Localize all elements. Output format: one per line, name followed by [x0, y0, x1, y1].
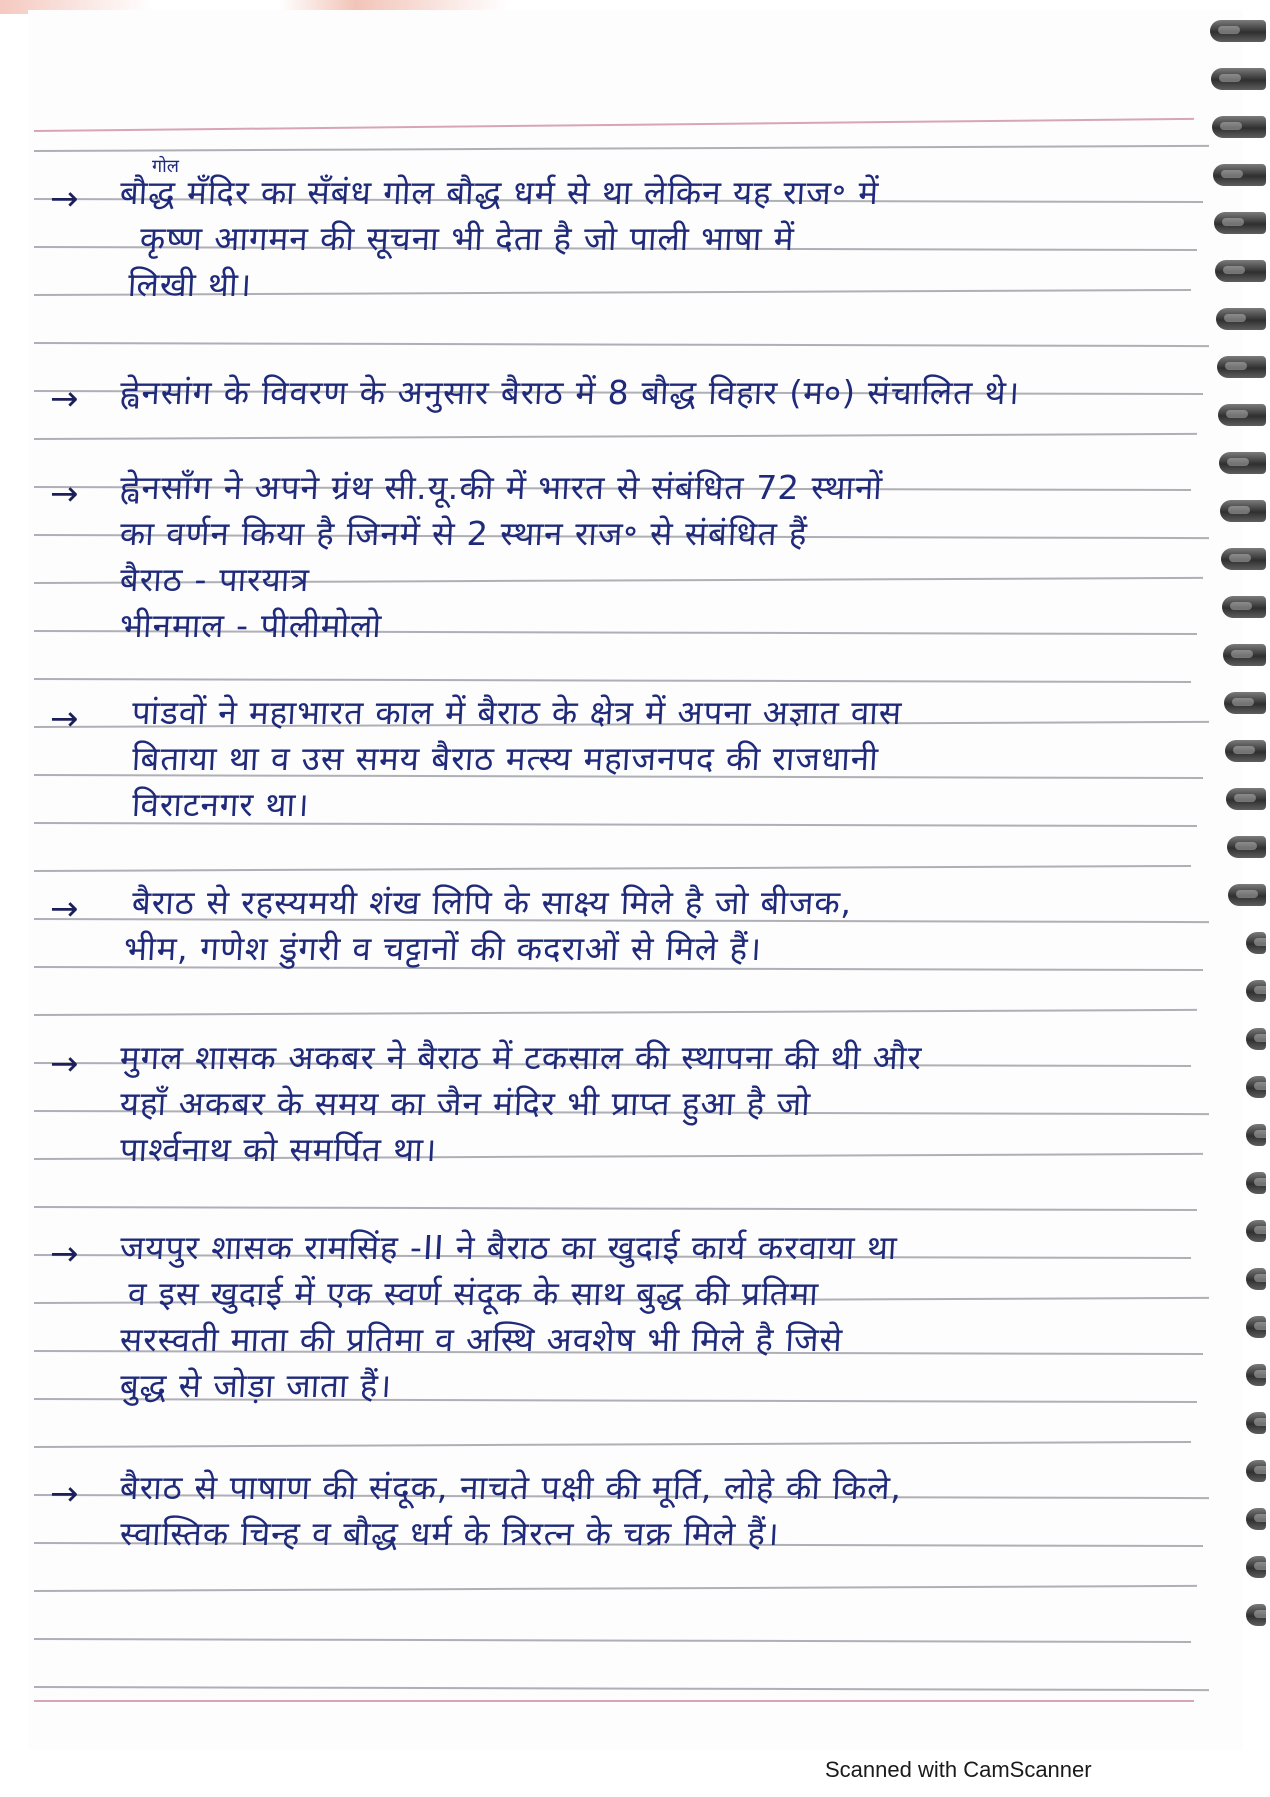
spiral-coil: [1217, 356, 1266, 378]
spiral-coil: [1246, 1364, 1266, 1386]
note-line: बुद्ध से जोड़ा जाता हैं।: [119, 1366, 394, 1405]
spiral-coil: [1218, 404, 1266, 426]
spiral-coil: [1246, 1076, 1266, 1098]
spiral-coil: [1246, 932, 1266, 954]
note-line: बौद्ध मँदिर का सँबंध गोल बौद्ध धर्म से था लेकिन यह राज॰ में: [119, 173, 881, 212]
note-line: व इस खुदाई में एक स्वर्ण संदूक के साथ बुद्ध की प्रतिमा: [127, 1274, 820, 1313]
spiral-coil: [1210, 20, 1266, 42]
arrow-icon: →: [50, 179, 79, 219]
note-lines: [119, 156, 1200, 308]
spiral-coil: [1223, 644, 1266, 666]
spiral-coil: [1219, 452, 1266, 474]
note-line: कृष्ण आगमन की सूचना भी देता है जो पाली भाषा में: [139, 219, 796, 258]
note-line: ह्वेनसांग के विवरण के अनुसार बैराठ में 8 बौद्ध विहार (म०) संचालित थे।: [119, 373, 1022, 412]
note-line: स्वास्तिक चिन्ह व बौद्ध धर्म के त्रिरत्न के चक्र मिले हैं।: [119, 1514, 781, 1553]
spiral-coil: [1215, 260, 1266, 282]
note-line: यहाँ अकबर के समय का जैन मंदिर भी प्राप्त हुआ है जो: [119, 1084, 812, 1123]
spiral-coil: [1227, 836, 1266, 858]
note-line: ह्वेनसाँग ने अपने ग्रंथ सी.यू.की में भारत से संबंधित 72 स्थानों: [119, 468, 884, 507]
arrow-icon: →: [50, 699, 79, 739]
note-lines: [120, 1035, 1200, 1173]
spiral-coil: [1246, 1412, 1266, 1434]
spiral-coil: [1220, 500, 1266, 522]
arrow-icon: →: [50, 1474, 79, 1514]
note-line: लिखी थी।: [127, 265, 254, 304]
spiral-coil: [1216, 308, 1266, 330]
spiral-coil: [1246, 1316, 1266, 1338]
spiral-coil: [1246, 1508, 1266, 1530]
spiral-coil: [1214, 212, 1266, 234]
arrow-icon: →: [50, 1044, 79, 1084]
note-line: विराटनगर था।: [131, 785, 311, 824]
arrow-icon: →: [50, 889, 79, 929]
spiral-coil: [1226, 788, 1266, 810]
spiral-coil: [1224, 692, 1266, 714]
note-line: बैराठ - पारयात्र: [119, 560, 311, 599]
spiral-coil: [1212, 116, 1266, 138]
spiral-coil: [1221, 548, 1266, 570]
note-lines: [120, 1465, 1200, 1557]
spiral-coil: [1246, 1268, 1266, 1290]
spiral-coil: [1246, 980, 1266, 1002]
spiral-coil: [1246, 1028, 1266, 1050]
spiral-binding: [1210, 20, 1270, 1720]
note-line: भीम, गणेश डुंगरी व चट्टानों की कदराओं से मिले हैं।: [123, 929, 763, 968]
superscript-note: गोल: [152, 156, 179, 177]
spiral-coil: [1228, 884, 1266, 906]
note-lines: [120, 690, 1200, 828]
note-lines: [120, 370, 1200, 416]
note-line: सरस्वती माता की प्रतिमा व अस्थि अवशेष भी मिले है जिसे: [119, 1320, 844, 1359]
arrow-icon: →: [50, 1234, 79, 1274]
spiral-coil: [1246, 1124, 1266, 1146]
note-line: मुगल शासक अकबर ने बैराठ में टकसाल की स्थापना की थी और: [119, 1038, 924, 1077]
spiral-coil: [1213, 164, 1266, 186]
note-line: भीनमाल - पीलीमोलो: [119, 606, 384, 645]
note-line: पांडवों ने महाभारत काल में बैराठ के क्षेत्र में अपना अज्ञात वास: [131, 693, 904, 732]
note-line: का वर्णन किया है जिनमें से 2 स्थान राज॰ से संबंधित हैं: [119, 514, 809, 553]
note-line: बैराठ से रहस्यमयी शंख लिपि के साक्ष्य मिले है जो बीजक,: [131, 883, 854, 922]
bottom-margin-line: [34, 1700, 1194, 1702]
note-line: बिताया था व उस समय बैराठ मत्स्य महाजनपद की राजधानी: [131, 739, 880, 778]
spiral-coil: [1211, 68, 1266, 90]
spiral-coil: [1246, 1604, 1266, 1626]
note-line: बैराठ से पाषाण की संदूक, नाचते पक्षी की मूर्ति, लोहे की किले,: [119, 1468, 904, 1507]
spiral-coil: [1225, 740, 1266, 762]
note-line: जयपुर शासक रामसिंह -II ने बैराठ का खुदाई कार्य करवाया था: [119, 1228, 899, 1267]
note-lines: [120, 1225, 1200, 1409]
note-lines: [120, 880, 1200, 972]
spiral-coil: [1246, 1556, 1266, 1578]
note-line: पार्श्वनाथ को समर्पित था।: [119, 1130, 439, 1169]
spiral-coil: [1246, 1220, 1266, 1242]
arrow-icon: →: [50, 379, 79, 419]
scanner-watermark: Scanned with CamScanner: [825, 1757, 1092, 1782]
note-lines: [120, 465, 1200, 649]
spiral-coil: [1222, 596, 1266, 618]
arrow-icon: →: [50, 474, 79, 514]
spiral-coil: [1246, 1172, 1266, 1194]
spiral-coil: [1246, 1460, 1266, 1482]
